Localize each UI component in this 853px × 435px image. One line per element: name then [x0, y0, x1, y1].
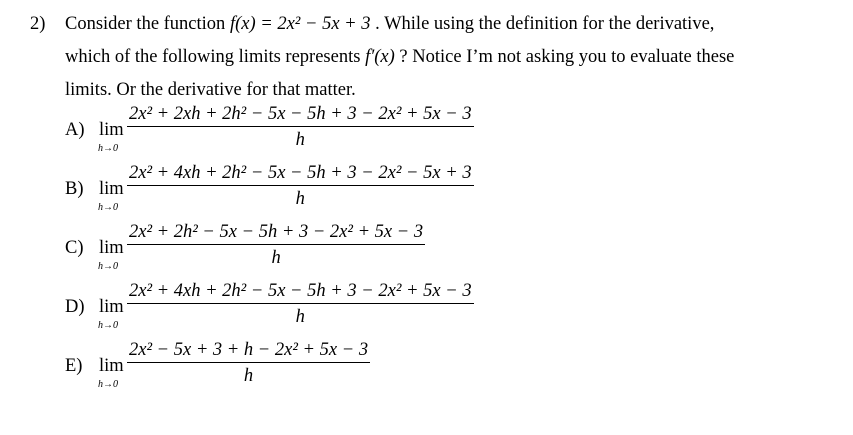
limit-operator: lim — [99, 297, 124, 317]
question-line1-intro: Consider the function — [65, 14, 226, 34]
question-line-2 — [65, 41, 840, 74]
numerator: 2x² + 4xh + 2h² − 5x − 5h + 3 − 2x² − 5x + 3 — [129, 163, 472, 183]
question-line-1 — [65, 8, 840, 41]
question-text — [65, 8, 840, 107]
limit-subscript: h→0 — [98, 143, 118, 154]
numerator: 2x² + 4xh + 2h² − 5x − 5h + 3 − 2x² + 5x − 3 — [129, 281, 472, 301]
limit-subscript: h→0 — [98, 261, 118, 272]
limit-subscript: h→0 — [98, 379, 118, 390]
option-label: D) — [65, 297, 85, 317]
limit-subscript: h→0 — [98, 320, 118, 331]
difference-quotient — [127, 220, 425, 271]
numerator: 2x² + 2xh + 2h² − 5x − 5h + 3 − 2x² + 5x − 3 — [129, 104, 472, 124]
question-line1-rest: . While using the definition for the derivative, — [375, 14, 715, 34]
option-label: A) — [65, 120, 85, 140]
derivative-symbol: f′(x) — [365, 47, 395, 67]
question-line2-rest: ? Notice I’m not asking you to evaluate these — [399, 47, 735, 67]
option-label: B) — [65, 179, 84, 199]
limit-operator: lim — [99, 238, 124, 258]
question-block — [30, 8, 840, 107]
difference-quotient — [127, 279, 474, 330]
difference-quotient — [127, 338, 370, 389]
limit-subscript: h→0 — [98, 202, 118, 213]
difference-quotient — [127, 161, 474, 212]
denominator: h — [271, 248, 281, 268]
limit-operator: lim — [99, 356, 124, 376]
denominator: h — [295, 307, 305, 327]
option-label: C) — [65, 238, 84, 258]
function-definition: f(x) = 2x² − 5x + 3 — [229, 14, 371, 34]
denominator: h — [295, 189, 305, 209]
option-label: E) — [65, 356, 83, 376]
limit-operator: lim — [99, 120, 124, 140]
question-number: 2) — [30, 14, 46, 34]
question-line2-intro: which of the following limits represents — [65, 47, 361, 67]
question-line-3: limits. Or the derivative for that matter. — [65, 80, 356, 100]
numerator: 2x² − 5x + 3 + h − 2x² + 5x − 3 — [129, 340, 369, 360]
limit-operator: lim — [99, 179, 124, 199]
difference-quotient — [127, 102, 474, 153]
numerator: 2x² + 2h² − 5x − 5h + 3 − 2x² + 5x − 3 — [129, 222, 424, 242]
denominator: h — [243, 366, 254, 386]
denominator: h — [295, 130, 305, 150]
